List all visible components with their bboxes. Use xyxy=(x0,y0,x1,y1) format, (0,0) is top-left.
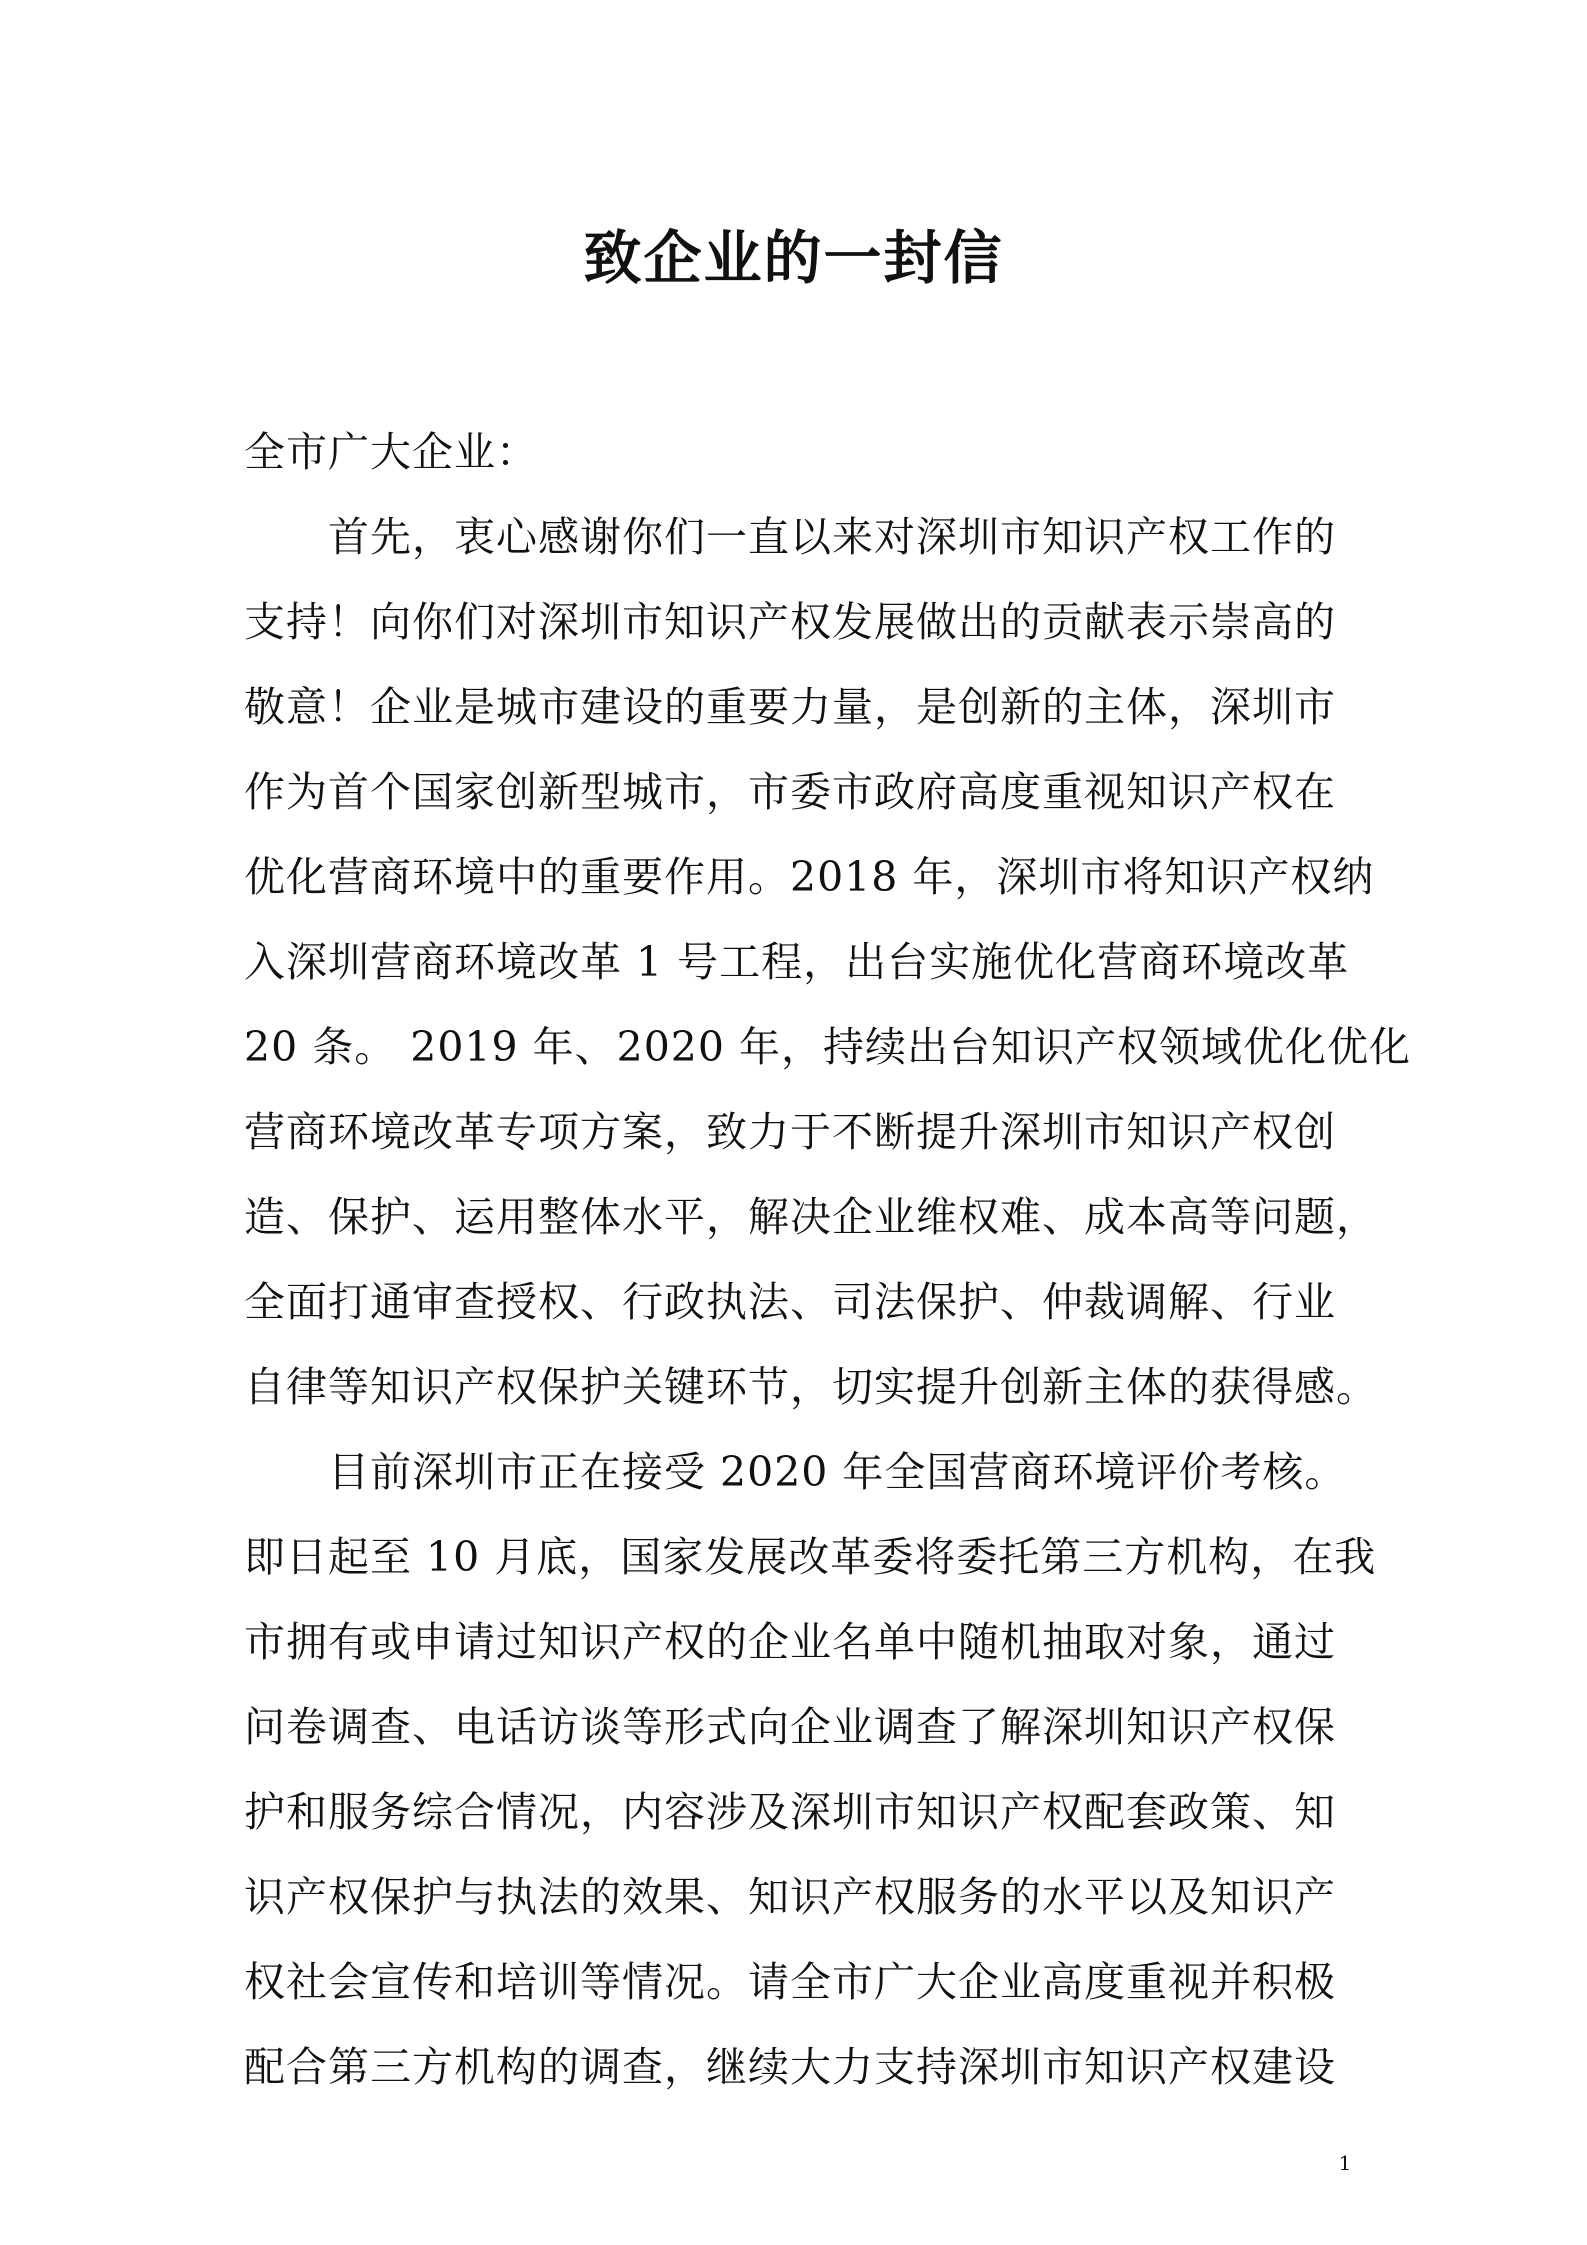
salutation: 全市广大企业： xyxy=(244,428,538,476)
paragraph-line: 作为首个国家创新型城市，市委市政府高度重视知识产权在 xyxy=(244,768,1336,816)
paragraph-line: 首先，衷心感谢你们一直以来对深圳市知识产权工作的 xyxy=(328,513,1336,561)
paragraph-line: 自律等知识产权保护关键环节，切实提升创新主体的获得感。 xyxy=(244,1363,1378,1411)
paragraph-line: 造、保护、运用整体水平，解决企业维权难、成本高等问题， xyxy=(244,1193,1378,1241)
paragraph-2 xyxy=(244,1430,1377,2110)
paragraph-line: 配合第三方机构的调查，继续大力支持深圳市知识产权建设 xyxy=(244,2043,1336,2091)
paragraph-line: 护和服务综合情况，内容涉及深圳市知识产权配套政策、知 xyxy=(244,1788,1336,1836)
paragraph-line: 全面打通审查授权、行政执法、司法保护、仲裁调解、行业 xyxy=(244,1278,1336,1326)
paragraph-line: 识产权保护与执法的效果、知识产权服务的水平以及知识产 xyxy=(244,1873,1336,1921)
paragraph-1 xyxy=(244,495,1411,1430)
paragraph-line: 即日起至 10 月底，国家发展改革委将委托第三方机构，在我 xyxy=(244,1533,1377,1581)
paragraph-line: 入深圳营商环境改革 1 号工程，出台实施优化营商环境改革 xyxy=(244,938,1350,986)
paragraph-line: 营商环境改革专项方案，致力于不断提升深圳市知识产权创 xyxy=(244,1108,1336,1156)
paragraph-line: 支持！向你们对深圳市知识产权发展做出的贡献表示崇高的 xyxy=(244,598,1336,646)
paragraph-line: 优化营商环境中的重要作用。2018 年，深圳市将知识产权纳 xyxy=(244,853,1375,901)
letter-body xyxy=(244,410,1411,2110)
paragraph-line: 权社会宣传和培训等情况。请全市广大企业高度重视并积极 xyxy=(244,1958,1336,2006)
paragraph-line: 目前深圳市正在接受 2020 年全国营商环境评价考核。 xyxy=(328,1448,1347,1496)
paragraph-line: 问卷调查、电话访谈等形式向企业调查了解深圳知识产权保 xyxy=(244,1703,1336,1751)
page-number: 1 xyxy=(1338,2151,1352,2175)
paragraph-line: 20 条。 2019 年、2020 年，持续出台知识产权领域优化优化 xyxy=(244,1023,1411,1071)
letter-title: 致企业的一封信 xyxy=(583,224,1004,292)
paragraph-line: 市拥有或申请过知识产权的企业名单中随机抽取对象，通过 xyxy=(244,1618,1336,1666)
paragraph-line: 敬意！企业是城市建设的重要力量，是创新的主体，深圳市 xyxy=(244,683,1336,731)
